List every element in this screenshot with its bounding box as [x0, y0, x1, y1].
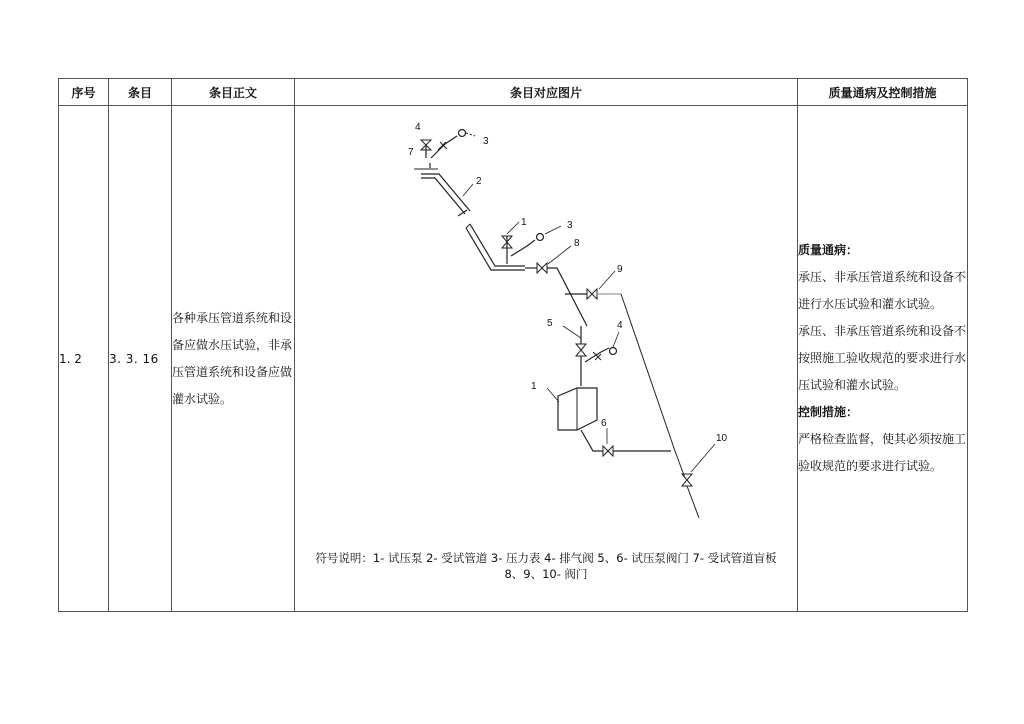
figure-cell [295, 106, 798, 612]
leader-5 [563, 326, 581, 338]
header-row [59, 79, 968, 106]
label-2: 2 [476, 176, 482, 187]
defect-2: 承压、非承压管道系统和设备不按照施工验收规范的要求进行水压试验和灌水试验。 [798, 324, 967, 392]
label-7: 7 [408, 147, 414, 158]
label-3: 3 [483, 136, 489, 147]
leader-9 [599, 271, 615, 289]
label-4b: 4 [617, 320, 623, 331]
label-4: 4 [415, 122, 421, 133]
pump-gauge [610, 348, 617, 355]
pipe-lower-c [466, 224, 470, 228]
row-number: 1. 2 [59, 106, 109, 612]
line-drain [687, 486, 699, 518]
leader-4b [613, 332, 619, 347]
header-clause: 条目 [109, 79, 172, 106]
header-quality: 质量通病及控制措施 [798, 79, 968, 106]
measure-1: 严格检查监督，使其必须按施工验收规范的要求进行试验。 [798, 432, 967, 473]
label-8: 8 [574, 238, 580, 249]
line-after-valve8 [547, 268, 587, 326]
label-9: 9 [617, 264, 623, 275]
valve-8 [537, 263, 547, 273]
pipe-lower-b [466, 228, 525, 270]
leader-4 [507, 222, 519, 234]
label-1: 1 [531, 381, 537, 392]
valve-6 [603, 446, 613, 456]
upper-gauge-tail [466, 133, 475, 136]
leader-2 [463, 184, 473, 196]
defect-1: 承压、非承压管道系统和设备不进行水压试验和灌水试验。 [798, 270, 967, 311]
row-text-cell [172, 106, 295, 612]
valve-5 [576, 344, 586, 356]
pressure-test-diagram [295, 106, 798, 611]
leader-3 [545, 226, 561, 234]
header-no: 序号 [59, 79, 109, 106]
label-5: 5 [547, 318, 553, 329]
leader-8 [548, 246, 571, 264]
defects-heading: 质量通病： [798, 243, 859, 257]
label-1-top: 1 [521, 217, 527, 228]
lower-gauge [537, 234, 544, 241]
lower-gauge-branch [511, 240, 535, 256]
leader-1 [547, 388, 559, 402]
valve-10 [682, 474, 692, 486]
pump-discharge [581, 430, 603, 451]
row-text: 各种承压管道系统和设备应做水压试验，非承压管道系统和设备应做灌水试验。 [172, 310, 293, 406]
figure-caption: 符号说明：1- 试压泵 2- 受试管道 3- 压力表 4- 排气阀 5、6- 试压泵阀门 7- 受试管道盲板 8、9、10- 阀门 [315, 551, 777, 581]
upper-gauge [459, 130, 466, 137]
table-row [59, 106, 968, 612]
upper-gauge-branch [431, 136, 457, 158]
valve-9 [587, 289, 597, 299]
spec-table [58, 78, 968, 612]
label-10: 10 [716, 433, 728, 444]
measures-heading: 控制措施： [798, 405, 859, 419]
header-text: 条目正文 [172, 79, 295, 106]
label-3b: 3 [567, 220, 573, 231]
quality-cell [798, 106, 968, 612]
row-clause: 3. 3. 16 [109, 106, 172, 612]
leader-10 [691, 444, 715, 472]
label-6: 6 [601, 418, 607, 429]
pump-gauge-branch [585, 348, 609, 362]
pipe-upper-b [421, 178, 465, 214]
pipe-lower-a [470, 224, 525, 266]
pipe-upper-a [421, 174, 470, 211]
header-figure: 条目对应图片 [295, 79, 798, 106]
